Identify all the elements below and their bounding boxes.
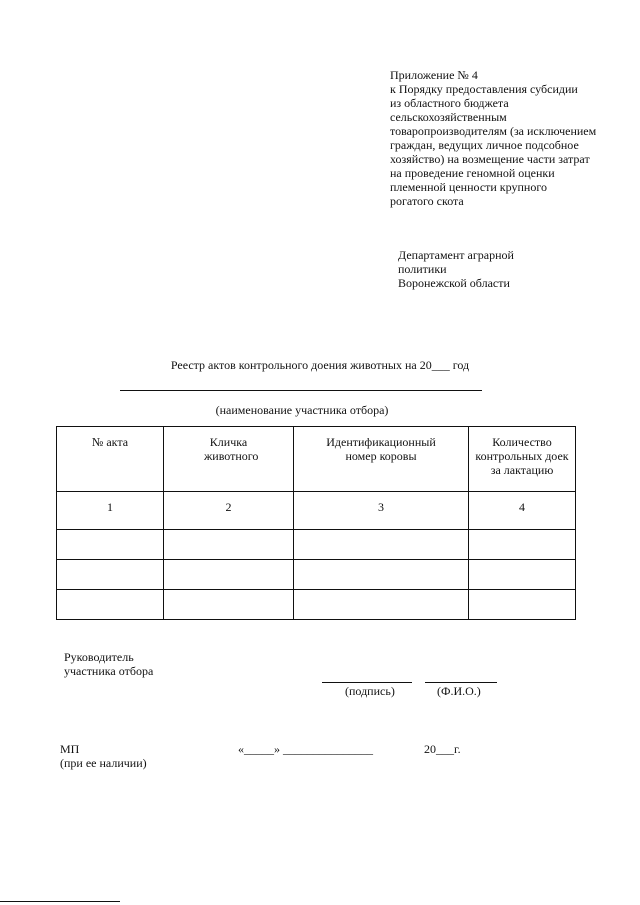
table-cell [164, 530, 294, 560]
table-cell [57, 530, 164, 560]
appendix-line: хозяйство) на возмещение части затрат [390, 152, 590, 166]
table-cell [469, 530, 576, 560]
footnote-rule [0, 901, 120, 902]
table-cell [469, 590, 576, 620]
addressee-line: политики [398, 262, 447, 276]
participant-name-caption: (наименование участника отбора) [215, 403, 389, 417]
table-cell [294, 530, 469, 560]
table-header-row [57, 427, 576, 492]
full-name-line [425, 682, 497, 683]
stamp-line: (при ее наличии) [60, 756, 147, 770]
column-number: 4 [469, 492, 576, 530]
appendix-line: на проведение геномной оценки [390, 166, 555, 180]
column-number: 2 [164, 492, 294, 530]
table-row [57, 530, 576, 560]
appendix-line: Приложение № 4 [390, 68, 478, 82]
appendix-line: граждан, ведущих личное подсобное [390, 138, 579, 152]
full-name-caption: (Ф.И.О.) [437, 684, 481, 698]
document-title: Реестр актов контрольного доения животных на 20___ год [170, 358, 470, 372]
table-cell [164, 590, 294, 620]
column-number: 3 [294, 492, 469, 530]
table-cell [294, 560, 469, 590]
table-cell [294, 590, 469, 620]
header-animal-name: Кличка животного [164, 427, 294, 492]
signature-line [322, 682, 412, 683]
appendix-line: племенной ценности крупного [390, 180, 547, 194]
appendix-line: к Порядку предоставления субсидии [390, 82, 578, 96]
signature-caption: (подпись) [345, 684, 395, 698]
column-number-row [57, 492, 576, 530]
addressee-line: Департамент аграрной [398, 248, 514, 262]
participant-name-line [120, 390, 482, 391]
table-cell [164, 560, 294, 590]
header-act-number: № акта [57, 427, 164, 492]
appendix-line: сельскохозяйственным [390, 110, 507, 124]
table-row [57, 560, 576, 590]
appendix-line: из областного бюджета [390, 96, 509, 110]
header-cow-id: Идентификационный номер коровы [294, 427, 469, 492]
signer-line: участника отбора [64, 664, 154, 678]
signer-line: Руководитель [64, 650, 134, 664]
appendix-line: рогатого скота [390, 194, 464, 208]
addressee-line: Воронежской области [398, 276, 510, 290]
addressee-block [398, 248, 514, 290]
header-milking-count: Количество контрольных доек за лактацию [469, 427, 576, 492]
table-cell [57, 590, 164, 620]
table-cell [469, 560, 576, 590]
signer-label [64, 650, 153, 678]
appendix-line: товаропроизводителям (за исключением [390, 124, 597, 138]
stamp-label [60, 742, 147, 770]
date-year: 20___г. [424, 742, 461, 756]
column-number: 1 [57, 492, 164, 530]
appendix-header [390, 68, 638, 208]
stamp-line: МП [60, 742, 80, 756]
date-day-month: «_____» _______________ [238, 742, 373, 756]
registry-table [56, 426, 576, 620]
table-cell [57, 560, 164, 590]
table-row [57, 590, 576, 620]
